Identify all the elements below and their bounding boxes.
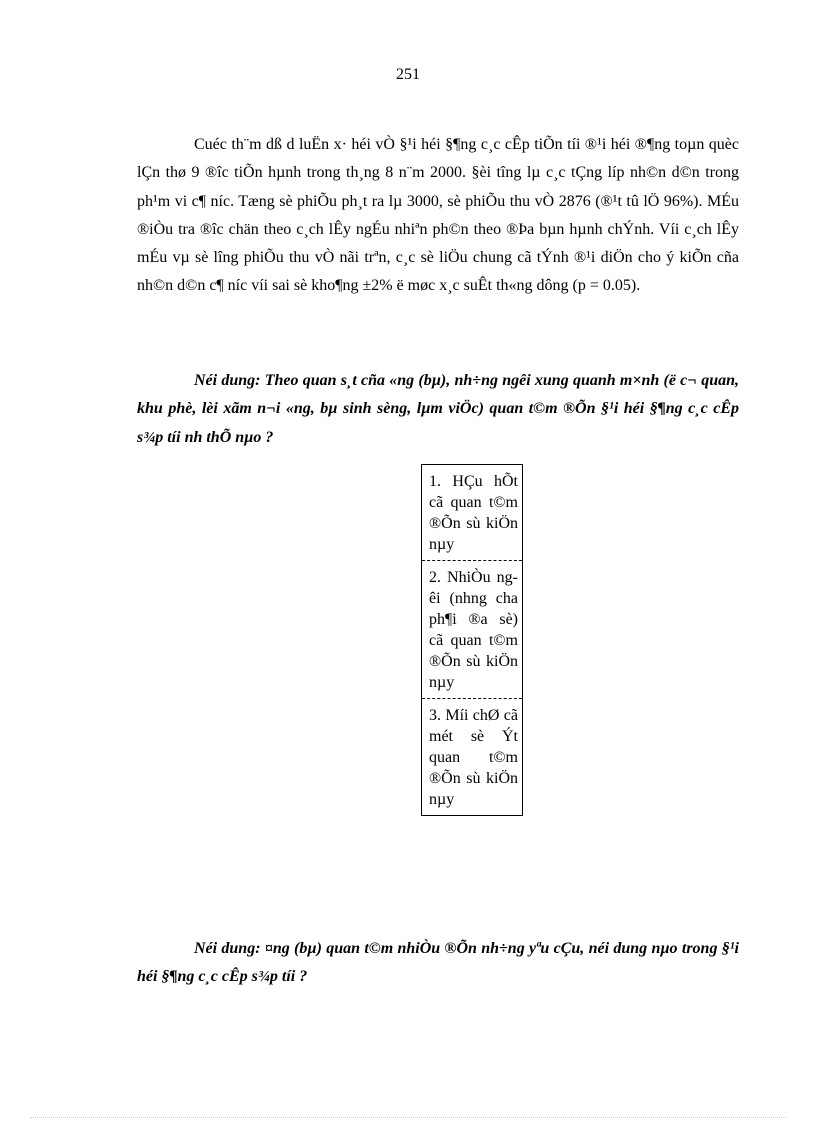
page-number: 251	[396, 66, 420, 83]
answer-option-1: 1. HÇu hÕt cã quan t©m ®Õn sù kiÖn nµy	[429, 473, 518, 553]
question-2: Néi dung: ¤ng (bµ) quan t©m nhiÒu ®Õn nh÷ng yªu cÇu, néi dung nµo trong §¹i héi §¶ng c¸c cÊp s¾p tíi ?	[137, 940, 739, 986]
answer-option-2: 2. NhiÒu ngêi (nhng cha ph¶i ®a sè) cã quan t©m ®Õn sù kiÖn nµy	[422, 560, 522, 698]
question-1: Néi dung: Theo quan s¸t cña «ng (bµ), nh÷ng ngêi xung quanh m×nh (ë c¬ quan, khu phè, lèi xãm n¬i «ng, bµ sinh sèng, lµm viÖc) quan t©m ®Õn §¹i héi §¶ng c¸c cÊp s¾p tíi nh thÕ nµo ?	[137, 372, 739, 446]
answer-options-box	[421, 464, 523, 816]
intro-paragraph: Cuéc th¨m dß d luËn x· héi vÒ §¹i héi §¶ng c¸c cÊp tiÕn tíi ®¹i héi ®¶ng toµn quèc lÇn thø 9 ®îc tiÕn hµnh trong th¸ng 8 n¨m 2000. §èi tîng lµ c¸c tÇng líp nh©n d©n trong ph¹m vi c¶ níc. Tæng sè phiÕu ph¸t ra lµ 3000, sè phiÕu thu vÒ 2876 (®¹t tû lÖ 96%). MÉu ®iÒu tra ®îc chän theo c¸ch lÊy ngÉu nhiªn ph©n theo ®Þa bµn hµnh chÝnh. Víi c¸ch lÊy mÉu vµ sè lîng phiÕu thu vÒ nãi trªn, c¸c sè liÖu chung cã tÝnh ®¹i diÖn cho ý kiÕn cña nh©n d©n c¶ níc víi sai sè kho¶ng ±2% ë møc x¸c suÊt th«ng dông (p = 0.05).	[137, 136, 739, 295]
answer-option-3: 3. Míi chØ cã mét sè Ýt quan t©m ®Õn sù kiÖn nµy	[422, 698, 522, 815]
page-bottom-rule	[30, 1117, 786, 1118]
